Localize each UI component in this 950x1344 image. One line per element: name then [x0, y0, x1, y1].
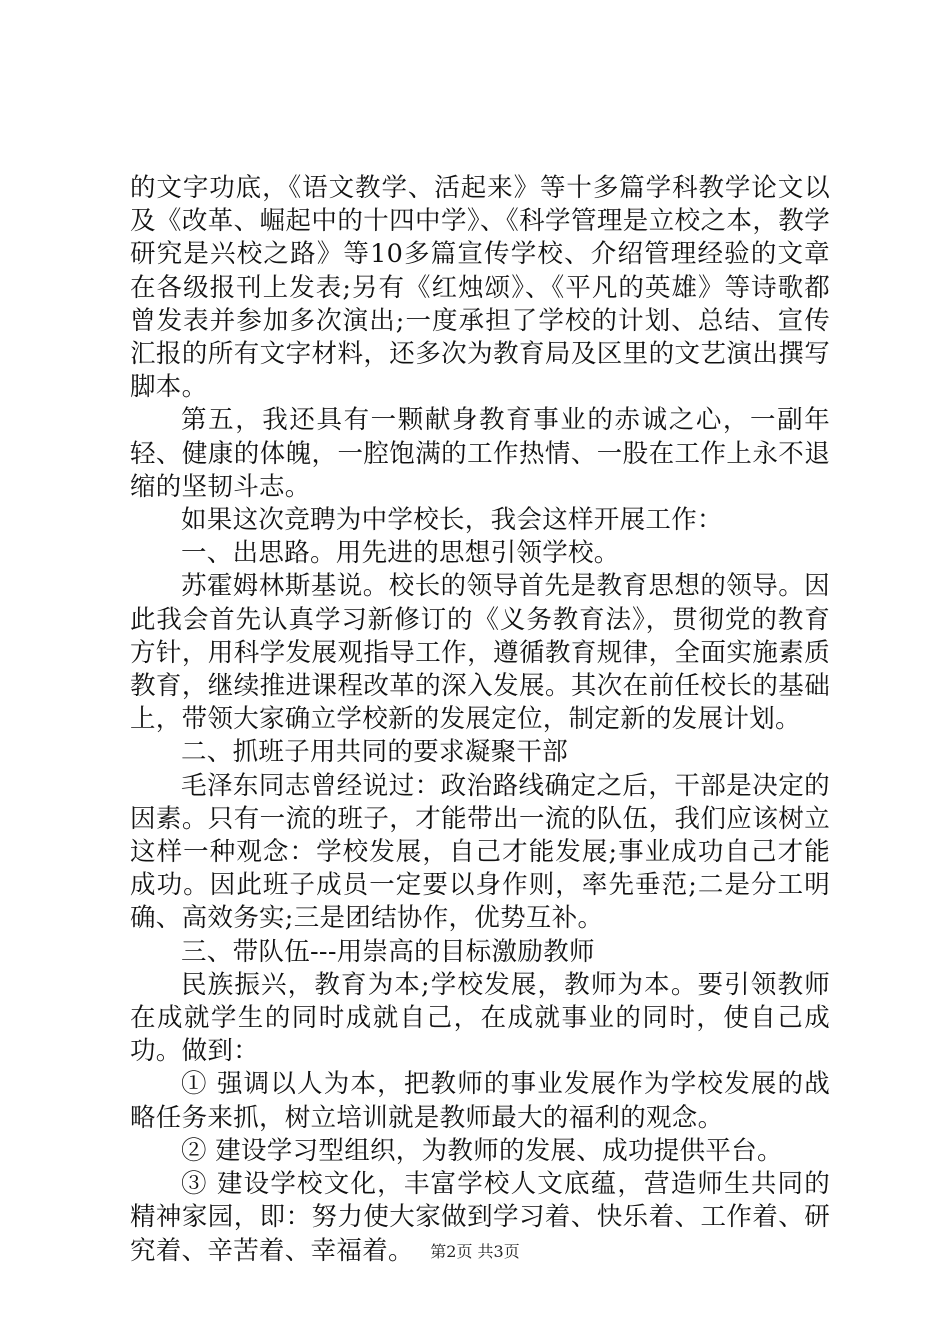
list-item-2: ② 建设学习型组织，为教师的发展、成功提供平台。	[181, 1135, 783, 1166]
paragraph-continuation: 的文字功底，《语文教学、活起来》等十多篇学科教学论文以及《改革、崛起中的十四中学》、《科学管理是立校之本，教学研究是兴校之路》等10多篇宣传学校、介绍管理经验的文章在各级报刊上发表;另有《红烛颂》、《平凡的英雄》等诗歌都曾发表并参加多次演出;一度承担了学校的计划、总结、宣传汇报的所有文字材料，还多次为教育局及区里的文艺演出撰写脚本。	[130, 173, 830, 403]
section-heading-3: 三、带队伍---用崇高的目标激励教师	[181, 936, 595, 967]
paragraph-section-3: 民族振兴，教育为本;学校发展，教师为本。要引领教师在成就学生的同时成就自己，在成就事业的同时，使自己成功。做到：	[130, 969, 830, 1067]
list-item-1: ① 强调以人为本，把教师的事业发展作为学校发展的战略任务来抓，树立培训就是教师最大的福利的观念。	[130, 1069, 830, 1133]
list-item-3: ③ 建设学校文化，丰富学校人文底蕴，营造师生共同的精神家园，即：努力使大家做到学习着、快乐着、工作着、研究着、辛苦着、幸福着。	[130, 1169, 830, 1266]
paragraph-section-2: 毛泽东同志曾经说过：政治路线确定之后，干部是决定的因素。只有一流的班子，才能带出一流的队伍，我们应该树立这样一种观念：学校发展，自己才能发展;事业成功自己才能成功。因此班子成员一定要以身作则，率先垂范;二是分工明确、高效务实;三是团结协作，优势互补。	[130, 770, 830, 934]
document-body	[130, 172, 830, 1268]
paragraph-fifth-point: 第五，我还具有一颗献身教育事业的赤诚之心，一副年轻、健康的体魄，一腔饱满的工作热情、一股在工作上永不退缩的坚韧斗志。	[130, 405, 830, 502]
section-heading-2: 二、抓班子用共同的要求凝聚干部	[181, 737, 569, 768]
section-heading-1: 一、出思路。用先进的思想引领学校。	[181, 538, 620, 569]
paragraph-section-1: 苏霍姆林斯基说。校长的领导首先是教育思想的领导。因此我会首先认真学习新修订的《义务教育法》，贯彻党的教育方针，用科学发展观指导工作，遵循教育规律，全面实施素质教育，继续推进课程改革的深入发展。其次在前任校长的基础上，带领大家确立学校新的发展定位，制定新的发展计划。	[130, 571, 830, 735]
paragraph-intro-plan: 如果这次竞聘为中学校长，我会这样开展工作：	[181, 505, 723, 536]
page-number-label: 第2页 共3页	[430, 1242, 520, 1261]
page-footer	[0, 1242, 950, 1262]
